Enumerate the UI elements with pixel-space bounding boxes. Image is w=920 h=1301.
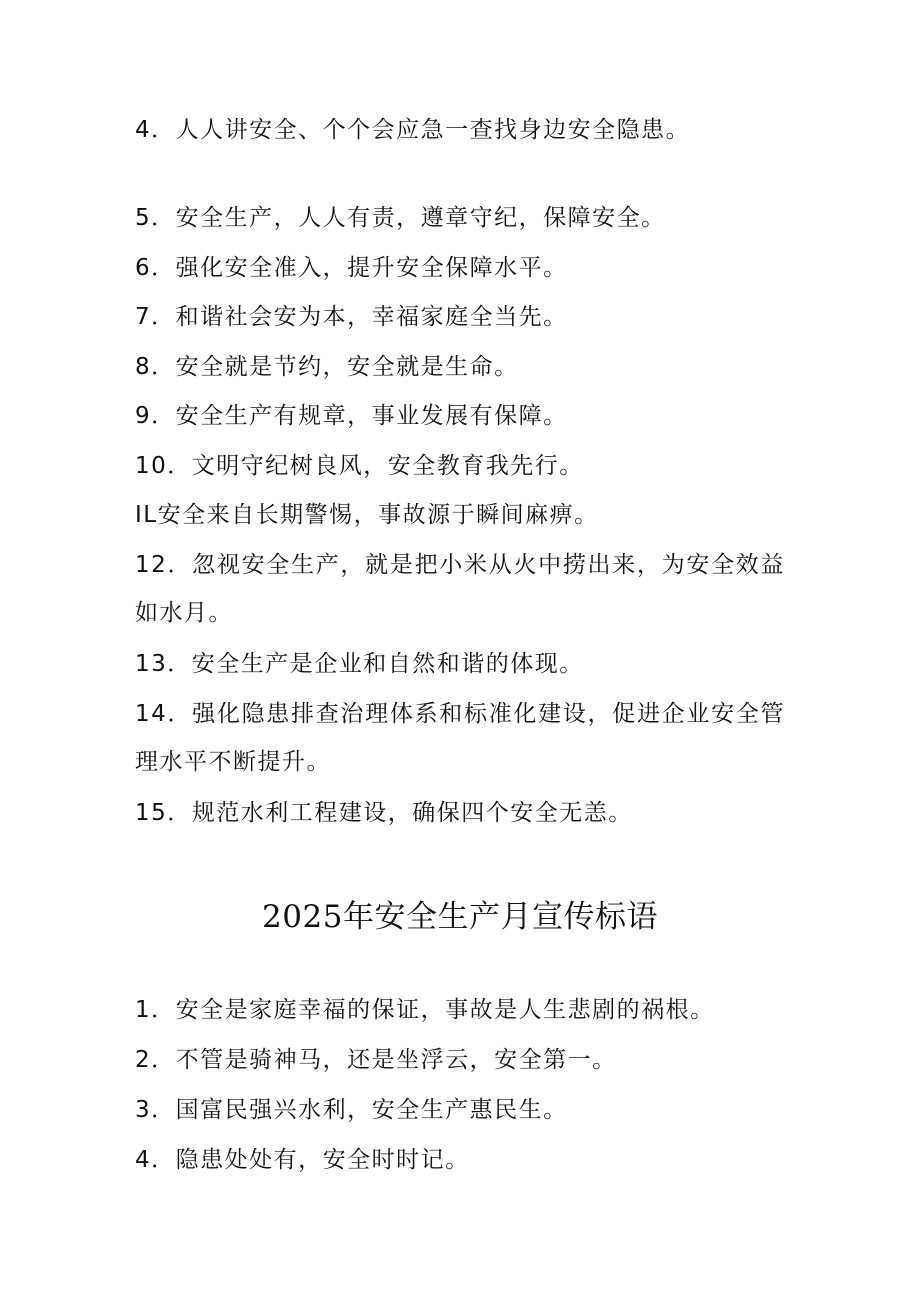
slogan-item: 5．安全生产，人人有责，遵章守纪，保障安全。 [135, 205, 666, 231]
slogan-item: 14．强化隐患排查治理体系和标准化建设，促进企业安全管理水平不断提升。 [135, 701, 785, 775]
slogan-item: 12．忽视安全生产，就是把小米从火中捞出来，为安全效益如水月。 [135, 552, 785, 626]
slogan-item: 4．隐患处处有，安全时时记。 [135, 1147, 470, 1173]
slogan-item: 2．不管是骑神马，还是坐浮云，安全第一。 [135, 1047, 617, 1073]
slogan-item: IL安全来自长期警惕，事故源于瞬间麻痹。 [135, 502, 599, 528]
slogan-item: 6．强化安全准入，提升安全保障水平。 [135, 255, 568, 281]
slogan-item: 1．安全是家庭幸福的保证，事故是人生悲剧的祸根。 [135, 997, 715, 1023]
slogan-item: 8．安全就是节约，安全就是生命。 [135, 354, 519, 380]
slogan-item: 13．安全生产是企业和自然和谐的体现。 [135, 651, 584, 677]
slogan-item: 4．人人讲安全、个个会应急一查找身边安全隐患。 [135, 117, 691, 143]
slogan-item: 9．安全生产有规章，事业发展有保障。 [135, 403, 568, 429]
slogan-item: 10．文明守纪树良风，安全教育我先行。 [135, 453, 584, 479]
slogan-item: 15．规范水利工程建设，确保四个安全无恙。 [135, 800, 633, 826]
section-title: 2025年安全生产月宣传标语 [262, 899, 658, 935]
slogan-item: 3．国富民强兴水利，安全生产惠民生。 [135, 1097, 568, 1123]
slogan-item: 7．和谐社会安为本，幸福家庭全当先。 [135, 304, 568, 330]
